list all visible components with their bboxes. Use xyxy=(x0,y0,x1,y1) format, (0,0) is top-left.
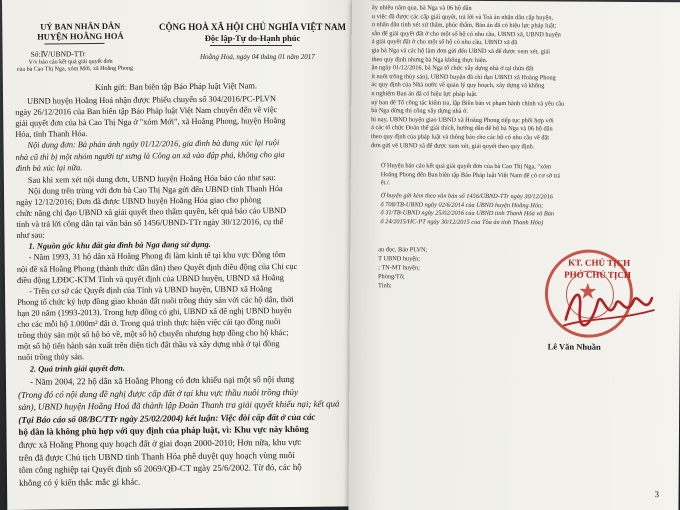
body-line: đình bà xúc lại nữa. xyxy=(15,162,83,173)
body-line: cho các mỗi hộ 1.000m² đất ở. Trong quá trình thực hiện việc cải tạo đồng nuôi xyxy=(17,317,281,329)
body-line: nhà cũ thì bị một nhóm người tự xưng là Công an xã vào đập phá, không cho gia xyxy=(15,149,285,162)
body-line: ây nhiều năm qua, bà Nga và 06 hộ dân xyxy=(371,4,472,12)
body-line: Ở huyện gửi kèm theo văn bản số 1456/UBND-TTr ngày 30/12/2016 xyxy=(380,192,554,201)
body-line: sẵn để giải quyết đất ở cho một số hộ có nhu cầu, UBND xã, UBND huyện xyxy=(371,29,561,39)
recipient-item: an đọc, Báo PLVN; xyxy=(378,246,428,254)
document-page-left xyxy=(2,0,375,510)
body-line: Ở Huyện báo cáo kết quả giải quyết đơn của bà Cao Thị Nga, "xóm xyxy=(380,162,552,171)
recipient-item: Tỉnh; xyxy=(377,282,392,290)
body-line: - Năm 1993, 31 hộ dân xã Hoằng Phong đi làm kinh tế tại khu vực Đồng tôm xyxy=(28,250,286,263)
subject-line2: của bà Cao Thị Nga, xóm Mới, xã Hoằng Phong xyxy=(16,65,133,73)
body-line: theo quy định của pháp luật và thông báo cho các hộ có nhu cầu về đất xyxy=(371,133,550,142)
handwritten-signature xyxy=(560,279,660,340)
body-line: sản), UBND huyện Hoằng Hoá đã thành lập Đoàn Thanh tra giải quyết khiếu nại; kết quả xyxy=(18,398,340,413)
body-line: điều động LĐĐC-KTM Tỉnh và quyết định của UBND huyện, UBND xã Hoằng xyxy=(16,272,284,285)
body-line: ết./. xyxy=(380,179,391,187)
body-line: tỉnh và trả lời công dân tại văn bản số 1456/UBND-TTr ngày 30/12/2016, cụ thể xyxy=(16,217,284,229)
recipient-item: T UBND huyện; xyxy=(378,255,421,263)
body-line: Nội dung đơn: Bà phản ánh ngày 01/12/2016, gia đình bà đang xúc lại ruội xyxy=(27,138,280,151)
body-line: u việc đã được các cấp giải quyết, trả lời và Toà án nhân dân cấp huyện, xyxy=(371,12,554,21)
org-line1: UỶ BAN NHÂN DÂN xyxy=(40,20,121,32)
body-line: theo quy định nhưng bà Nga không thực hiện. xyxy=(371,55,488,64)
body-line: n nghiệm Ban án đã có hiệu lực pháp luật. xyxy=(371,90,478,98)
doc-number: Số:Ⅳ/UBND-TTr xyxy=(30,49,86,59)
body-line: bà Nga dừng thi công xây dựng nhà ở. xyxy=(371,107,468,115)
body-line: ố 708/TB-UBND ngày 02/6/2014 của UBND huyện Hoằng Hóa; xyxy=(380,200,544,209)
nation-divider xyxy=(210,45,292,46)
body-line: ố 24/2015/HC-PT ngày 30/12/2015 của Tòa án tỉnh Thanh Hóa) xyxy=(380,218,544,227)
body-line: n nhân dân tỉnh xét xử thẩm, phúc thẩm, Bản án đã có hiệu lực pháp luật; xyxy=(371,21,557,30)
recipient-line: Kính gửi: Ban biên tập Báo Pháp luật Việt Nam. xyxy=(94,81,258,93)
header-divider xyxy=(44,43,104,45)
body-line: trồng thủy sản một số hộ bỏ về, một số hộ chuyển nhượng hợp đồng cho hộ khác; xyxy=(17,328,289,340)
body-line: (Trong đó có nội dung đề nghị được cấp đất ở tại khu vực thầu nuôi trồng thủy xyxy=(18,386,299,400)
body-line: được xã Hoằng Phong quy hoạch đất ở giai đoạn 2000-2010; Hơn nữa, khu vực xyxy=(18,436,302,450)
body-line: không có ý kiến thắc mắc gì khác. xyxy=(19,476,141,488)
body-line: ít nuôi trồng thủy sản), UBND huyện đã chỉ đạo UBND xã Hoằng Phong xyxy=(371,72,556,82)
subject-line1: V/v báo cáo kết quả giải quyết đơn xyxy=(28,58,113,66)
body-line: Sau khi xem xét nội dung đơn, UBND huyện Hoằng Hóa báo cáo như sau: xyxy=(27,172,276,185)
body-line: tôm công nghiệp tại Quyết định số 2069/QĐ-CT ngày 25/6/2002. Từ đó, các hộ xyxy=(18,462,302,476)
body-line: ả giải quyết đất ở cho một số hộ có nhu cầu, UBND xã đã xyxy=(371,38,518,47)
date-line: Hoằng Hoá, ngày 04 tháng 01 năm 2017 xyxy=(200,53,315,61)
body-line: - Trên cơ sở các Quyết định của Tỉnh và UBND huyện, UBND xã Hoằng xyxy=(29,283,273,296)
document-page-right xyxy=(348,0,680,510)
body-line: ngày 26/12/2016 của Ban biên tập Báo Pháp luật Việt Nam chuyển đến về việc xyxy=(15,105,278,117)
recipient-item: ; TN-MT huyện; xyxy=(378,264,420,272)
body-line: ố 31/TB-UBND ngày 25/02/2016 của UBND tỉnh Thanh Hóa và Bản xyxy=(380,209,555,218)
body-line: (Tại Báo cáo số 08/BC/TTr ngày 25/02/2004) kết luận: Việc đòi cấp đất ở của các xyxy=(18,411,316,425)
body-line: Hoằng Phong đến Ban biên tập Báo Pháp luật Việt Nam để có cơ sở trả xyxy=(380,171,561,180)
body-line: giải quyết đơn của bà Cao Thị Nga ở "xóm Mới", xã Hoằng Phong, huyện Hoằng xyxy=(15,116,286,129)
body-line: - Năm 2004, 22 hộ dân xã Hoằng Phong có đơn khiếu nại một số nội dung xyxy=(29,373,295,387)
body-line: uỷ ban để Tổ công tác kiểm tra, lập Biên bản vi phạm hành chính và yêu cầu xyxy=(371,98,565,108)
body-line: ả các tổ chức Đoàn thể giải thích, hướng dẫn để bộ bà Nga và 06 hộ dân xyxy=(371,124,553,133)
body-line: như sau: xyxy=(16,230,45,241)
body-line: ngày 12/12/2016; Đơn đã được UBND huyện Hoằng Hóa giao cho phòng xyxy=(16,195,262,207)
body-line: đơn gửi về UBND xã để được xem xét, giải quyết theo quy định. xyxy=(370,141,535,150)
body-line: ác quy định của Nhà nước về quản lý quy hoạch, xây dựng và không xyxy=(371,81,545,90)
body-line: UBND huyện Hoằng Hoá nhận được Phiếu chuyển số 304/2016/PC-PLVN xyxy=(27,94,277,106)
body-line: một số hộ tiến hành sản xuất trên diện tích đất thầu và xây dựng nhà ở tại đồng xyxy=(17,339,280,352)
body-line: hạn 20 năm (1993-2013). Trong hợp đồng có ghi, UBND xã để nghị UBND huyện xyxy=(17,305,292,318)
nation-line1: CỘNG HOÀ XÃ HỘI CHỦ NGHĨA VIỆT NAM xyxy=(159,22,346,32)
body-line: Nội dung trên trùng với đơn bà Cao Thị Nga gửi đến UBND tỉnh Thanh Hóa xyxy=(27,183,283,196)
body-line: 2. Quá trình giải quyết đơn. xyxy=(29,364,125,375)
body-line: trên đã được Chủ tịch UBND tỉnh Thanh Hóa phê duyệt quy hoạch vùng nuôi xyxy=(18,449,295,463)
body-line: 1. Nguồn gốc khu đất gia đình bà Nga đang sử dụng. xyxy=(28,240,211,252)
body-line: nuôi trồng thủy sản. xyxy=(17,352,85,363)
nation-line2: Độc lập-Tự do-Hạnh phúc xyxy=(204,33,301,43)
sign-title2: PHÓ CHỦ TỊCH xyxy=(564,269,631,280)
seal-star-icon: ★ xyxy=(577,278,598,304)
body-line: gia bà Nga và các hộ làm đơn gửi đến UBND xã để được xem xét, giải xyxy=(371,47,551,56)
body-line: ận ngày 01/12/2016, bà Nga tổ chức xây dựng nhà ở tại thửa đất xyxy=(371,64,534,73)
body-line: hộ dân là không phù hợp với quy định của pháp luật, vì: Khu vực này không xyxy=(18,424,309,438)
body-line: hi nay, UBND huyện giao UBND xã Hoằng Phong tiếp tục phối hợp với xyxy=(371,115,554,125)
page-number: 3 xyxy=(654,489,660,500)
body-line: chức năng chỉ đạo UBND xã giải quyết theo thẩm quyền, kết quả báo cáo UBND xyxy=(16,206,287,218)
org-line2: HUYỆN HOẰNG HOÁ xyxy=(37,30,124,42)
body-line: Hóa, tỉnh Thanh Hóa. xyxy=(15,129,88,140)
sign-title1: KT. CHỦ TỊCH xyxy=(568,257,631,268)
body-line: nội đê xã Hoằng Phong (thành thức dân dân) theo Quyết định điều động của Chi cục xyxy=(16,261,298,274)
signer-name: Lê Văn Nhuần xyxy=(547,341,601,352)
recipient-item: Phòng/Tổ; xyxy=(378,273,405,281)
body-line: Phong tổ chức ký hợp đồng giao khoán đất nuôi trồng thủy sản với các hộ dân, thời xyxy=(17,294,294,307)
document-body-right xyxy=(352,0,680,227)
